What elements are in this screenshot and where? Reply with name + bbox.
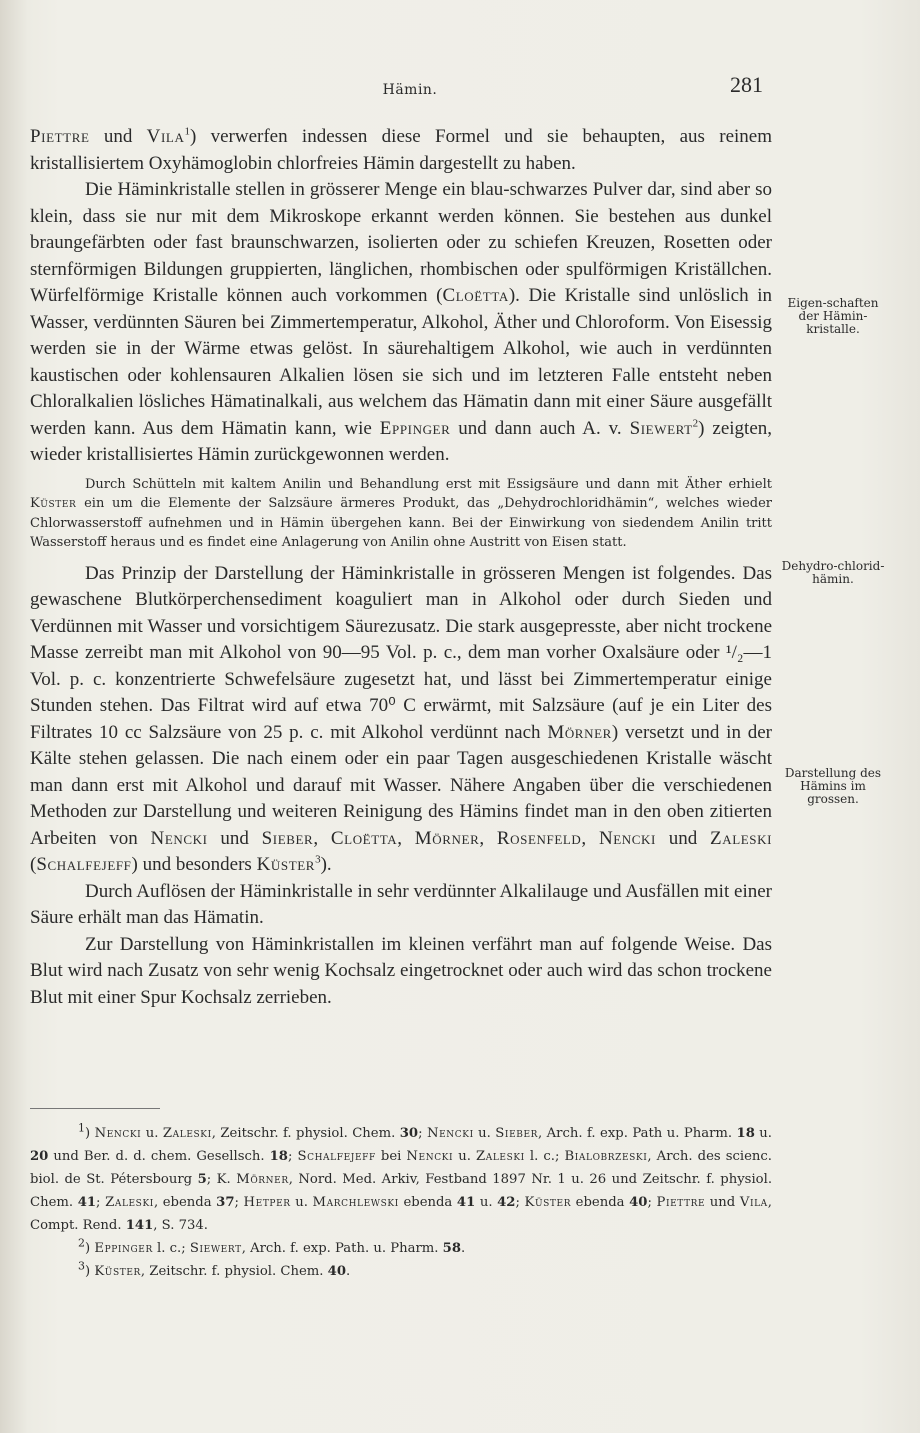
author-name: Mörner	[547, 721, 612, 743]
footnote-1: $^1$) Nencki u. Zaleski, Zeitschr. f. physiol. Chem. 30; Nencki u. Sieber, Arch. f. exp. Path u. Pharm. 18 u. 20 und Ber. d. d. chem. Gesellsch. 18; Schalfejeff bei Nencki u. Zaleski l. c.; Bialobrzeski, Arch. des scienc. biol. de St. Pétersbourg 5; K. Mörner, Nord. Med. Arkiv, Festband 1897 Nr. 1 u. 26 und Zeitschr. f. physiol. Chem. 41; Zaleski, ebenda 37; Hetper u. Marchlewski ebenda 41 u. 42; Küster ebenda 40; Piettre und Vila, Compt. Rend. 141, S. 734.	[30, 1121, 773, 1233]
footnotes	[30, 1122, 772, 1283]
paragraph-im-kleinen: Zur Darstellung von Häminkristallen im kleinen verfährt man auf folgende Weise. Das Blut wird nach Zusatz von sehr wenig Kochsalz eingetrocknet oder auch wird das schon trockene Blut mit einer Spur Kochsalz zerrieben.	[30, 933, 772, 1008]
author-name: Cloëtta	[330, 827, 398, 849]
margin-note-eigenschaften: Eigen-schaften der Hämin-kristalle.	[787, 296, 879, 336]
paragraph-haematin: Durch Auflösen der Häminkristalle in sehr verdünnter Alkalilauge und Ausfällen mit einer Säure erhält man das Hämatin.	[30, 880, 772, 928]
author-name: Cloëtta	[442, 285, 509, 306]
margin-note-dehydrochloridhaemin: Dehydro-chlorid-hämin.	[781, 559, 885, 586]
author-name: Schalfejeff	[36, 854, 132, 875]
paragraph-piettre-vila: Piettre und Vila$^1$) verwerfen indessen diese Formel und sie behaupten, aus reinem kristallisiertem Oxyhämoglobin chlorfreies Hämin dargestellt zu haben.	[30, 125, 773, 174]
author-name: Rosenfeld	[496, 827, 582, 849]
page-number: 281	[730, 72, 763, 97]
paragraph-darstellung: Das Prinzip der Darstellung der Häminkristalle in grösseren Mengen ist folgendes. Das gewaschene Blutkörperchensediment koaguliert man in Alkohol oder durch Sieden und Verdünnen mit Wasser und vorsichtigem Säurezusatz. Die stark ausgepresste, aber nicht trockene Masse zerreibt man mit Alkohol von 90—95 Vol. p. c., dem man vorher Oxalsäure oder ¹/₂—1 Vol. p. c. konzentrierte Schwefelsäure zugesetzt hat, und lässt bei Zimmertemperatur einige Stunden stehen. Das Filtrat wird auf etwa 70⁰ C erwärmt, mit Salzsäure (auf je ein Liter des Filtrates 10 cc Salzsäure von 25 p. c. mit Alkohol verdünnt nach Mörner) versetzt und in der Kälte stehen gelassen. Die nach einem oder ein paar Tagen ausgeschiedenen Kristalle wäscht man dann erst mit Alkohol und darauf mit Wasser. Nähere Angaben über die verschiedenen Methoden zur Darstellung und weiteren Reinigung des Hämins findet man in den oben zitierten Arbeiten von Nencki und Sieber, Cloëtta, Mörner, Rosenfeld, Nencki und Zaleski (Schalfejeff) und besonders Küster$^3$).	[30, 562, 773, 875]
margin-note-darstellung: Darstellung des Hämins im grossen.	[784, 766, 882, 806]
footnote-number: 1	[78, 1121, 85, 1135]
author-name: Mörner	[414, 827, 480, 849]
author-name: Sieber	[261, 827, 314, 849]
footnote-marker: 1	[184, 125, 190, 138]
footnote-divider	[30, 1108, 160, 1109]
running-header: Hämin.	[382, 82, 438, 98]
author-name: Eppinger	[379, 417, 451, 439]
author-name: Zaleski	[710, 827, 773, 849]
footnote-2: $^2$) Eppinger l. c.; Siewert, Arch. f. exp. Path. u. Pharm. 58.	[78, 1236, 466, 1256]
footnote-marker: 2	[692, 417, 699, 430]
author-name: Vila	[146, 126, 185, 147]
author-name: Nencki	[150, 827, 208, 849]
author-name: Siewert	[629, 417, 693, 439]
author-name: Piettre	[30, 126, 90, 147]
footnote-3: $^3$) Küster, Zeitschr. f. physiol. Chem. 40.	[78, 1259, 351, 1279]
author-name: Küster	[256, 854, 316, 875]
footnote-marker: 3	[315, 853, 321, 866]
author-name: Nencki	[598, 827, 656, 849]
paragraph-eigenschaften: Die Häminkristalle stellen in grösserer Menge ein blau-schwarzes Pulver dar, sind aber so klein, dass sie nur mit dem Mikroskope erkannt werden können. Sie bestehen aus dunkel braungefärbten oder fast braunschwarzen, isolierten oder zu schiefen Kreuzen, Rosetten oder sternförmigen Bildungen gruppierten, länglichen, rhombischen oder spulförmigen Kriställchen. Würfelförmige Kristalle können auch vorkommen (Cloëtta). Die Kristalle sind unlöslich in Wasser, verdünnten Säuren bei Zimmertemperatur, Alkohol, Äther und Chloroform. Von Eisessig werden sie in der Wärme etwas gelöst. In säurehaltigem Alkohol, wie auch in verdünnten kaustischen oder kohlensauren Alkalien lösen sie sich und im letzteren Falle entsteht neben Chloralkalien lösliches Hämatinalkali, aus welchem das Hämatin dann mit einer Säure ausgefällt werden kann. Aus dem Hämatin kann, wie Eppinger und dann auch A. v. Siewert$^2$) zeigten, wieder kristallisiertes Hämin zurückgewonnen werden.	[30, 179, 772, 465]
footnote-number: 2	[78, 1236, 85, 1250]
footnote-number: 3	[78, 1259, 85, 1273]
main-text	[30, 124, 772, 1011]
paragraph-dehydrochloridhaemin: Durch Schütteln mit kaltem Anilin und Behandlung erst mit Essigsäure und dann mit Äther erhielt Küster ein um die Elemente der Salzsäure ärmeres Produkt, das „Dehydrochloridhämin“, welches wieder Chlorwasserstoff aufnehmen und in Hämin übergehen kann. Bei der Einwirkung von siedendem Anilin tritt Wasserstoff heraus und es findet eine Anlagerung von Anilin ohne Austritt von Eisen statt.	[30, 476, 772, 550]
author-name: Küster	[30, 496, 77, 511]
